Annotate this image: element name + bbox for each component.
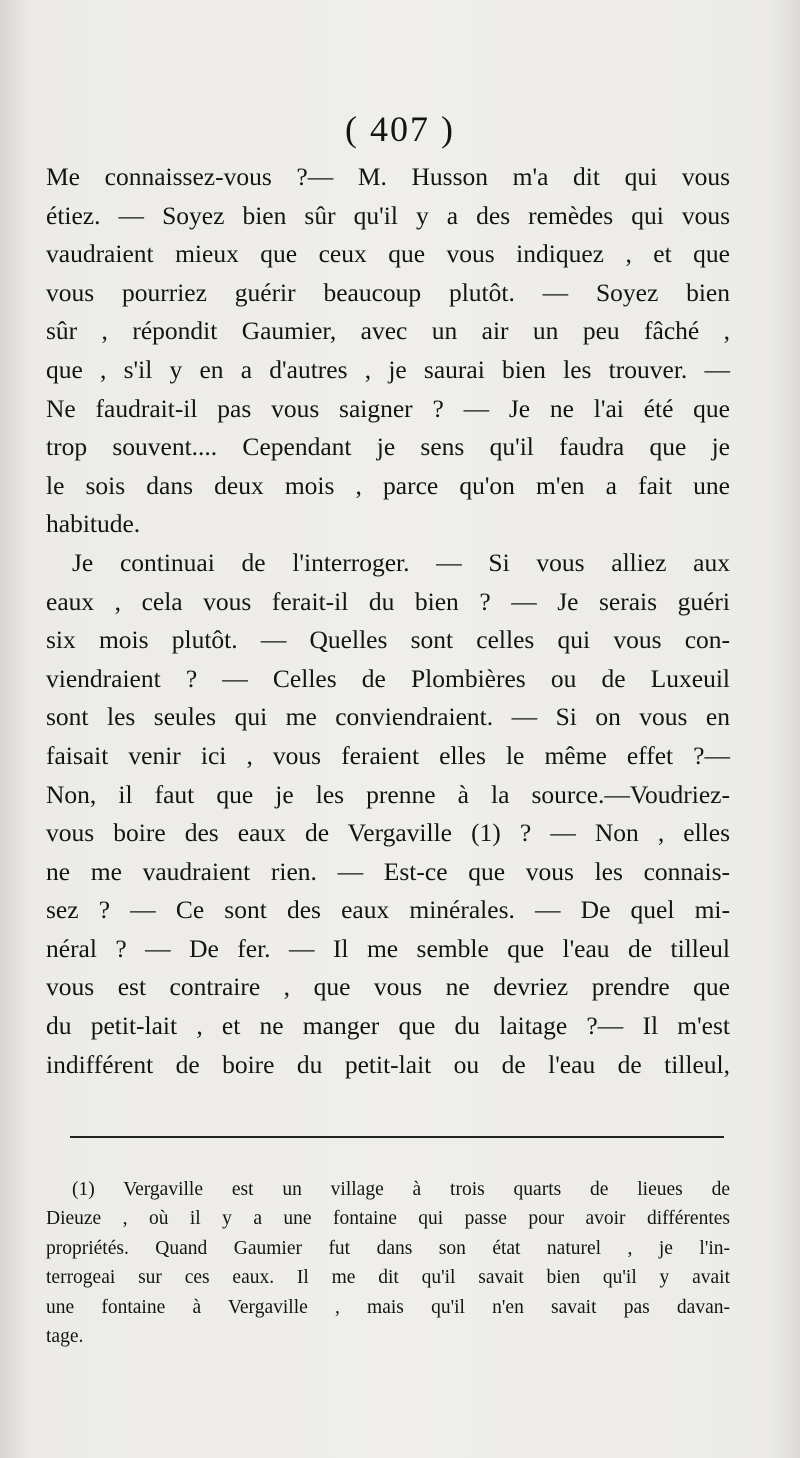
footnote-line: une fontaine à Vergaville , mais qu'il n'en savait pas davan- [46,1296,730,1318]
text-line: sûr , répondit Gaumier, avec un air un peu fâché , [46,316,730,346]
text-line: eaux , cela vous ferait-il du bien ? — Je serais guéri [46,586,730,616]
text-line: que , s'il y en a d'autres , je saurai bien les trouver. — [46,354,730,384]
text-line: étiez. — Soyez bien sûr qu'il y a des remèdes qui vous [46,200,730,230]
text-line: trop souvent.... Cependant je sens qu'il faudra que je [46,432,730,462]
text-line: viendraient ? — Celles de Plombières ou de Luxeuil [46,663,730,693]
footnote-line: propriétés. Quand Gaumier fut dans son état naturel , je l'in- [46,1237,730,1259]
text-line: indifférent de boire du petit-lait ou de l'eau de tilleul, [46,1049,730,1079]
footnote-line: terrogeai sur ces eaux. Il me dit qu'il savait bien qu'il y avait [46,1267,730,1289]
text-line: vaudraient mieux que ceux que vous indiquez , et que [46,239,730,269]
text-line: du petit-lait , et ne manger que du laitage ?— Il m'est [46,1011,730,1041]
text-line: Non, il faut que je les prenne à la source.—Voudriez- [46,779,730,809]
text-line: vous boire des eaux de Vergaville (1) ? — Non , elles [46,818,730,848]
footnote-line: tage. [46,1326,84,1348]
text-line: Je continuai de l'interroger. — Si vous alliez aux [72,547,730,577]
footnote-separator [70,1136,724,1138]
text-line: Ne faudrait-il pas vous saigner ? — Je ne l'ai été que [46,393,730,423]
page-number: ( 407 ) [345,109,455,149]
text-line: Me connaissez-vous ?— M. Husson m'a dit qui vous [46,162,730,191]
text-line: sez ? — Ce sont des eaux minérales. — De quel mi- [46,895,730,925]
text-line: faisait venir ici , vous feraient elles le même effet ?— [46,740,730,770]
text-line: habitude. [46,509,141,539]
footnote-line: Dieuze , où il y a une fontaine qui passe pour avoir différentes [46,1208,730,1230]
body-text [46,158,730,1084]
text-line: néral ? — De fer. — Il me semble que l'eau de tilleul [46,933,730,963]
text-line: sont les seules qui me conviendraient. — Si on vous en [46,702,730,732]
text-line: vous est contraire , que vous ne devriez prendre que [46,972,730,1002]
text-line: ne me vaudraient rien. — Est-ce que vous les connais- [46,856,730,886]
text-line: six mois plutôt. — Quelles sont celles qui vous con- [46,625,730,655]
text-line: le sois dans deux mois , parce qu'on m'en a fait une [46,470,730,500]
footnote-line: (1) Vergaville est un village à trois quarts de lieues de [72,1179,730,1200]
text-line: vous pourriez guérir beaucoup plutôt. — Soyez bien [46,277,730,307]
paragraph [46,158,730,544]
footnote [46,1175,730,1351]
paragraph [46,544,730,1084]
